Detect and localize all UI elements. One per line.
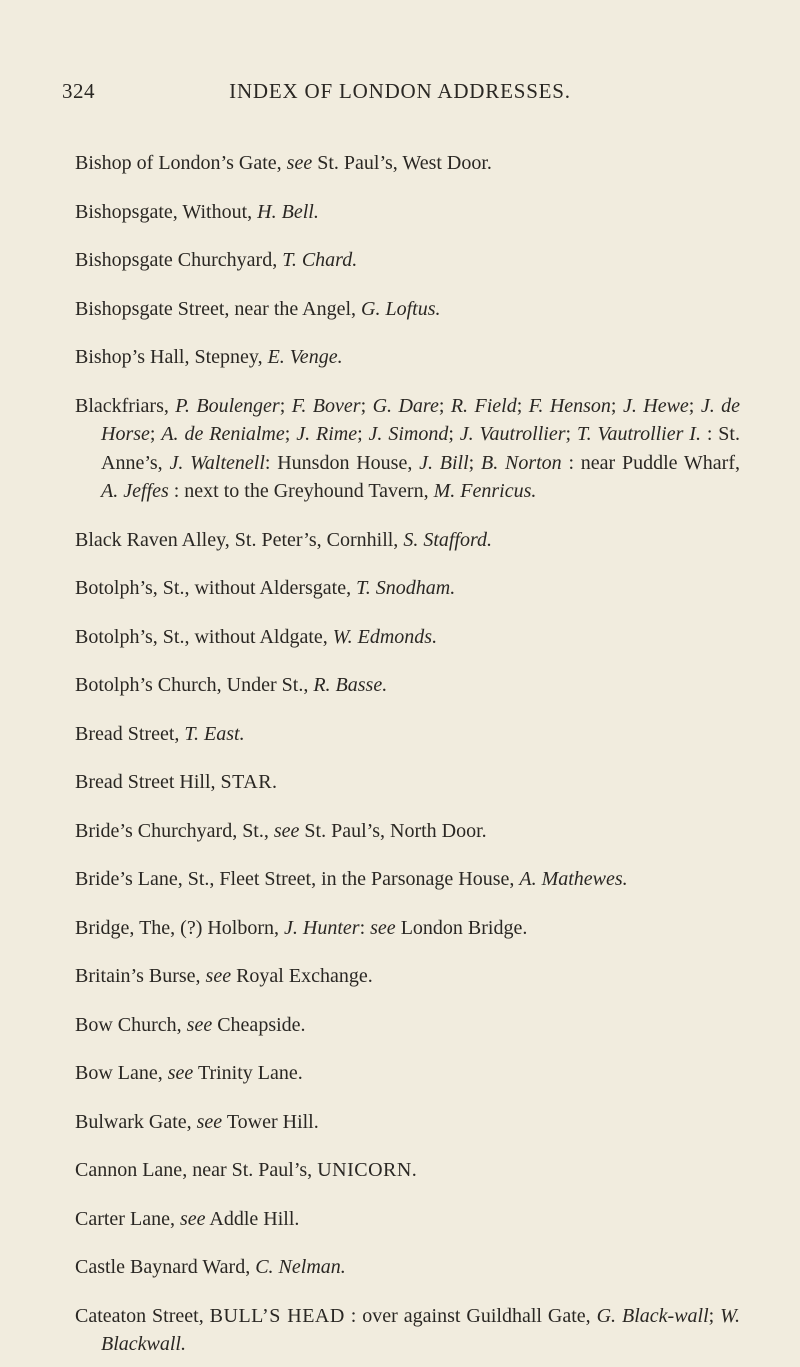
entry-text: Bishopsgate, Without, [75,200,258,223]
index-entries [75,129,740,1367]
italic-name: J. Waltenell [169,451,265,474]
index-entry [75,392,740,506]
index-entry [75,295,740,324]
entry-text: Bread Street, [75,722,185,745]
entry-text: Royal Exchange. [231,965,373,987]
entry-text: Carter Lane, [75,1207,180,1230]
index-entry [75,1253,740,1282]
italic-name: see [186,1013,213,1036]
italic-name: F. Henson [528,394,611,417]
entry-text: ; [610,394,623,417]
entry-text: St. Paul’s, North Door. [299,819,487,842]
italic-name: see [196,1110,223,1133]
entry-text: Bishopsgate Street, near the Angel, [75,297,362,320]
italic-name: S. Stafford. [403,528,493,551]
running-header [0,79,800,119]
sign-name: UNICORN. [317,1159,418,1181]
italic-name: T. Vautrollier I. [576,423,701,445]
italic-name: see [273,819,300,842]
index-entry [75,720,740,749]
italic-name: P. Boulenger [175,394,280,417]
entry-text: Botolph’s Church, Under St., [75,674,314,696]
italic-name: G. Black-wall [596,1304,709,1327]
italic-name: J. Simond [368,423,449,445]
entry-text: ; [279,394,292,417]
italic-name: G. Loftus. [361,297,441,320]
index-entry [75,1108,740,1137]
page-number: 324 [62,79,95,103]
italic-name: J. de Horse [101,394,741,445]
italic-name: J. Bill [419,451,469,474]
entry-text: Bishop of London’s Gate, [75,152,287,174]
entry-text: ; [360,394,373,417]
index-entry [75,1011,740,1040]
entry-text: : near Puddle Wharf, [561,451,741,474]
index-entry [75,526,740,555]
entry-text: ; [357,423,369,445]
italic-name: M. Fenricus. [433,480,537,502]
italic-name: J. Hunter [284,916,360,939]
entry-text: : St. Anne’s, [101,423,740,474]
italic-name: F. Bover [291,394,361,417]
entry-text: Britain’s Burse, [75,965,206,987]
index-entry [75,198,740,227]
entry-text: Cateaton Street, [75,1304,210,1327]
entry-text: Bread Street Hill, [75,771,221,793]
index-entry [75,671,740,700]
running-head-title: INDEX OF LONDON ADDRESSES. [229,79,571,103]
entry-text: ; [149,423,162,445]
entry-text: Bridge, The, (?) Holborn, [75,916,285,939]
italic-name: T. Chard. [282,249,358,271]
entry-text: ; [468,451,481,474]
entry-text: St. Paul’s, West Door. [312,152,492,174]
index-entry [75,914,740,943]
index-entry [75,865,740,894]
italic-name: A. Mathewes. [519,868,628,890]
italic-name: R. Field [450,394,517,417]
index-entry [75,1156,740,1185]
italic-name: W. Edmonds. [332,625,438,648]
entry-text: : over against Guildhall Gate, [344,1304,597,1327]
italic-name: see [205,965,232,987]
entry-text: ; [438,394,451,417]
sign-name: BULL’S HEAD [209,1304,345,1327]
entry-text: Tower Hill. [222,1110,319,1133]
entry-text: Trinity Lane. [193,1062,303,1084]
italic-name: see [167,1062,194,1084]
italic-name: T. East. [184,722,245,745]
index-entry [75,817,740,846]
italic-name: A. de Renialme [161,423,285,445]
entry-text: Bow Lane, [75,1062,168,1084]
entry-text: London Bridge. [395,916,528,939]
italic-name: see [370,916,396,939]
entry-text: : next to the Greyhound Tavern, [168,480,434,502]
entry-text: Bride’s Lane, St., Fleet Street, in the Parsonage House, [75,868,520,890]
italic-name: J. Rime [296,423,358,445]
italic-name: G. Dare [372,394,439,417]
index-entry [75,343,740,372]
index-entry [75,768,740,797]
index-entry [75,246,740,275]
index-entry [75,149,740,178]
entry-text: Bulwark Gate, [75,1110,197,1133]
italic-name: R. Basse. [313,674,388,696]
entry-text: Blackfriars, [75,394,176,417]
entry-text: Cannon Lane, near St. Paul’s, [75,1159,318,1181]
entry-text: Botolph’s, St., without Aldersgate, [75,577,357,599]
entry-text: Bishopsgate Churchyard, [75,249,283,271]
entry-text: Cheapside. [212,1013,306,1036]
italic-name: B. Norton [481,451,562,474]
entry-text: Black Raven Alley, St. Peter’s, Cornhill, [75,528,404,551]
index-entry [75,623,740,652]
italic-name: see [286,152,313,174]
index-entry [75,962,740,991]
entry-text: Addle Hill. [205,1207,300,1230]
entry-text: ; [708,1304,721,1327]
italic-name: J. Vautrollier [459,423,566,445]
entry-text: ; [516,394,529,417]
index-entry [75,1059,740,1088]
italic-name: J. Hewe [622,394,689,417]
index-entry [75,1205,740,1234]
entry-text: Bow Church, [75,1013,187,1036]
italic-name: W. Blackwall. [101,1304,740,1355]
index-entry [75,574,740,603]
entry-text: Bride’s Churchyard, St., [75,819,274,842]
entry-text: Botolph’s, St., without Aldgate, [75,625,333,648]
italic-name: see [179,1207,206,1230]
italic-name: T. Snodham. [356,577,456,599]
entry-text: ; [565,423,577,445]
index-entry [75,1302,740,1359]
italic-name: H. Bell. [257,200,319,223]
italic-name: C. Nelman. [255,1256,346,1278]
entry-text: ; [688,394,701,417]
entry-text: Castle Baynard Ward, [75,1256,256,1278]
italic-name: E. Venge. [267,346,343,368]
sign-name: STAR. [220,771,278,793]
italic-name: A. Jeffes [101,480,169,502]
entry-text: : Hunsdon House, [264,451,420,474]
entry-text: ; [284,423,297,445]
entry-text: : [359,916,371,939]
entry-text: ; [448,423,460,445]
entry-text: Bishop’s Hall, Stepney, [75,346,268,368]
